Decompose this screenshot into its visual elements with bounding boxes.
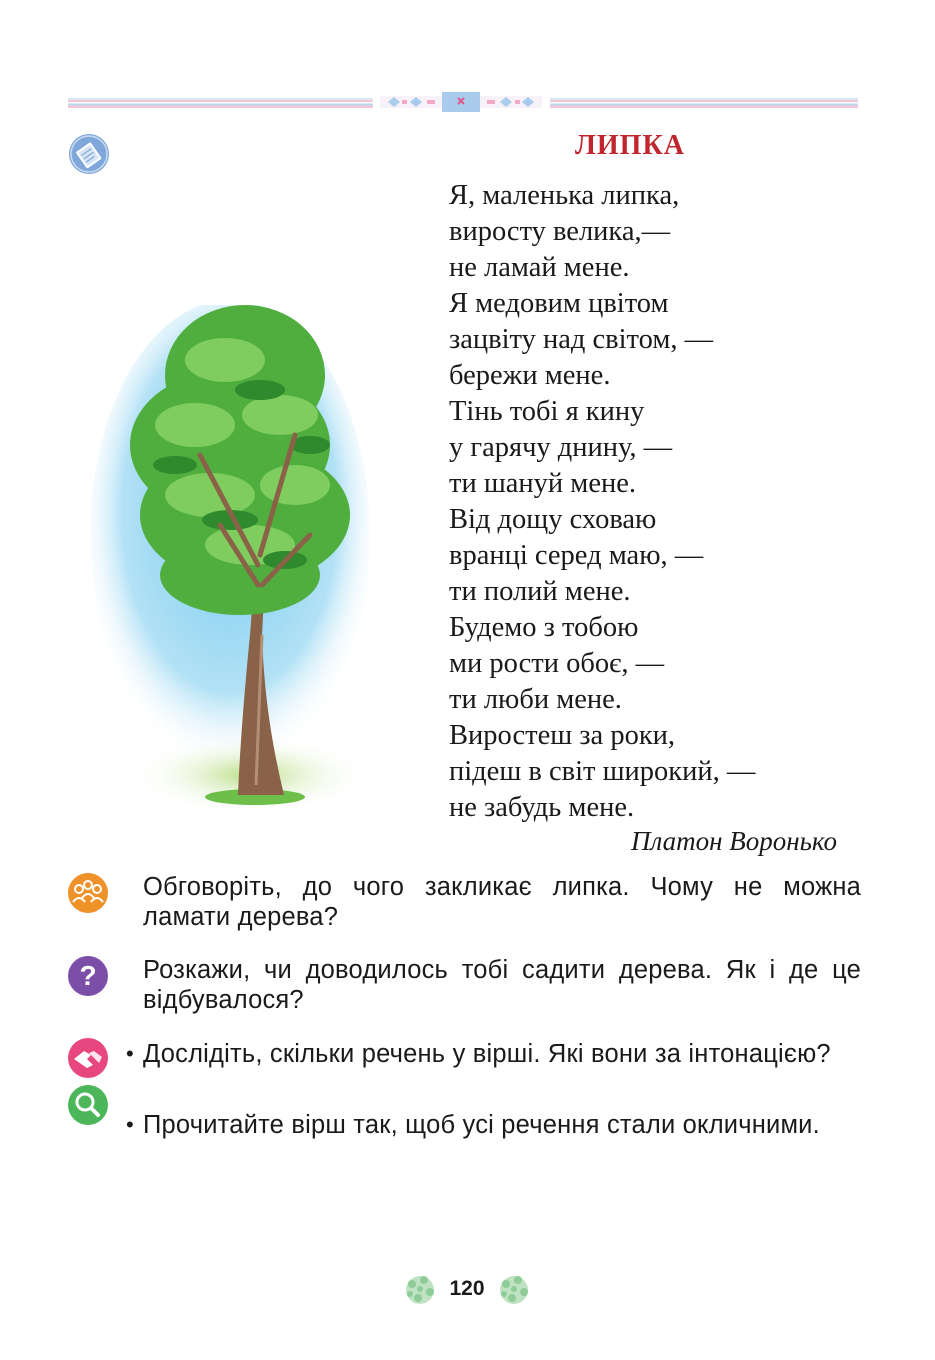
poem-line: виросту велика,— (449, 216, 671, 247)
poem-line: Я медовим цвітом (449, 288, 669, 319)
band-left-stripe (68, 98, 373, 108)
bullet: • (126, 1112, 134, 1137)
task-explore-text: Дослідіть, скільки речень у вірші. Які вони за інтонацією? (143, 1040, 831, 1068)
band-right-stripe (550, 98, 858, 108)
poem-text (449, 178, 755, 826)
task-discuss-text: Обговоріть, до чого закликає липка. Чому не можна ламати дерева? (143, 873, 861, 931)
linden-tree-illustration (80, 305, 370, 825)
top-ornament-band (68, 92, 858, 112)
poem-line: Я, маленька липка, (449, 180, 680, 211)
poem-title: ЛИПКА (575, 130, 685, 161)
group-discussion-icon (67, 872, 109, 914)
poem-author: Платон Воронько (630, 826, 837, 856)
question-icon (67, 955, 109, 997)
handshake-icon (67, 1037, 109, 1079)
book-icon (68, 133, 110, 175)
poem-line: Від дощу сховаю (449, 504, 657, 535)
task-read-text: Прочитайте вірш так, щоб усі речення стали окличними. (143, 1111, 820, 1139)
poem-line: не забудь мене. (449, 792, 635, 823)
poem-line: Тінь тобі я кину (449, 396, 645, 427)
page-number: 120 (449, 1277, 485, 1300)
band-center-ornament (380, 92, 542, 112)
poem-line: бережи мене. (449, 360, 611, 391)
poem-line: не ламай мене. (449, 252, 630, 283)
poem-line: підеш в світ широкий, — (449, 756, 756, 787)
poem-line: ми рости обоє, — (449, 648, 665, 679)
leaf-ornament-icon (398, 1270, 442, 1310)
page-footer (0, 1270, 935, 1310)
poem-line: ти полий мене. (449, 576, 631, 607)
task-question-text: Розкажи, чи доводилось тобі садити дерева. Як і де це відбувалося? (143, 956, 861, 1014)
poem-line: вранці серед маю, — (449, 540, 704, 571)
svg-text:?: ? (79, 960, 97, 991)
poem-line: Будемо з тобою (449, 612, 639, 643)
poem-line: зацвіту над світом, — (449, 324, 714, 355)
poem-line: ти люби мене. (449, 684, 622, 715)
poem-line: Виростеш за роки, (449, 720, 676, 751)
poem-line: ти шануй мене. (449, 468, 637, 499)
leaf-ornament-icon (492, 1270, 536, 1310)
poem-line: у гарячу днину, — (449, 432, 673, 463)
bullet: • (126, 1041, 134, 1066)
magnifier-icon (67, 1084, 109, 1126)
